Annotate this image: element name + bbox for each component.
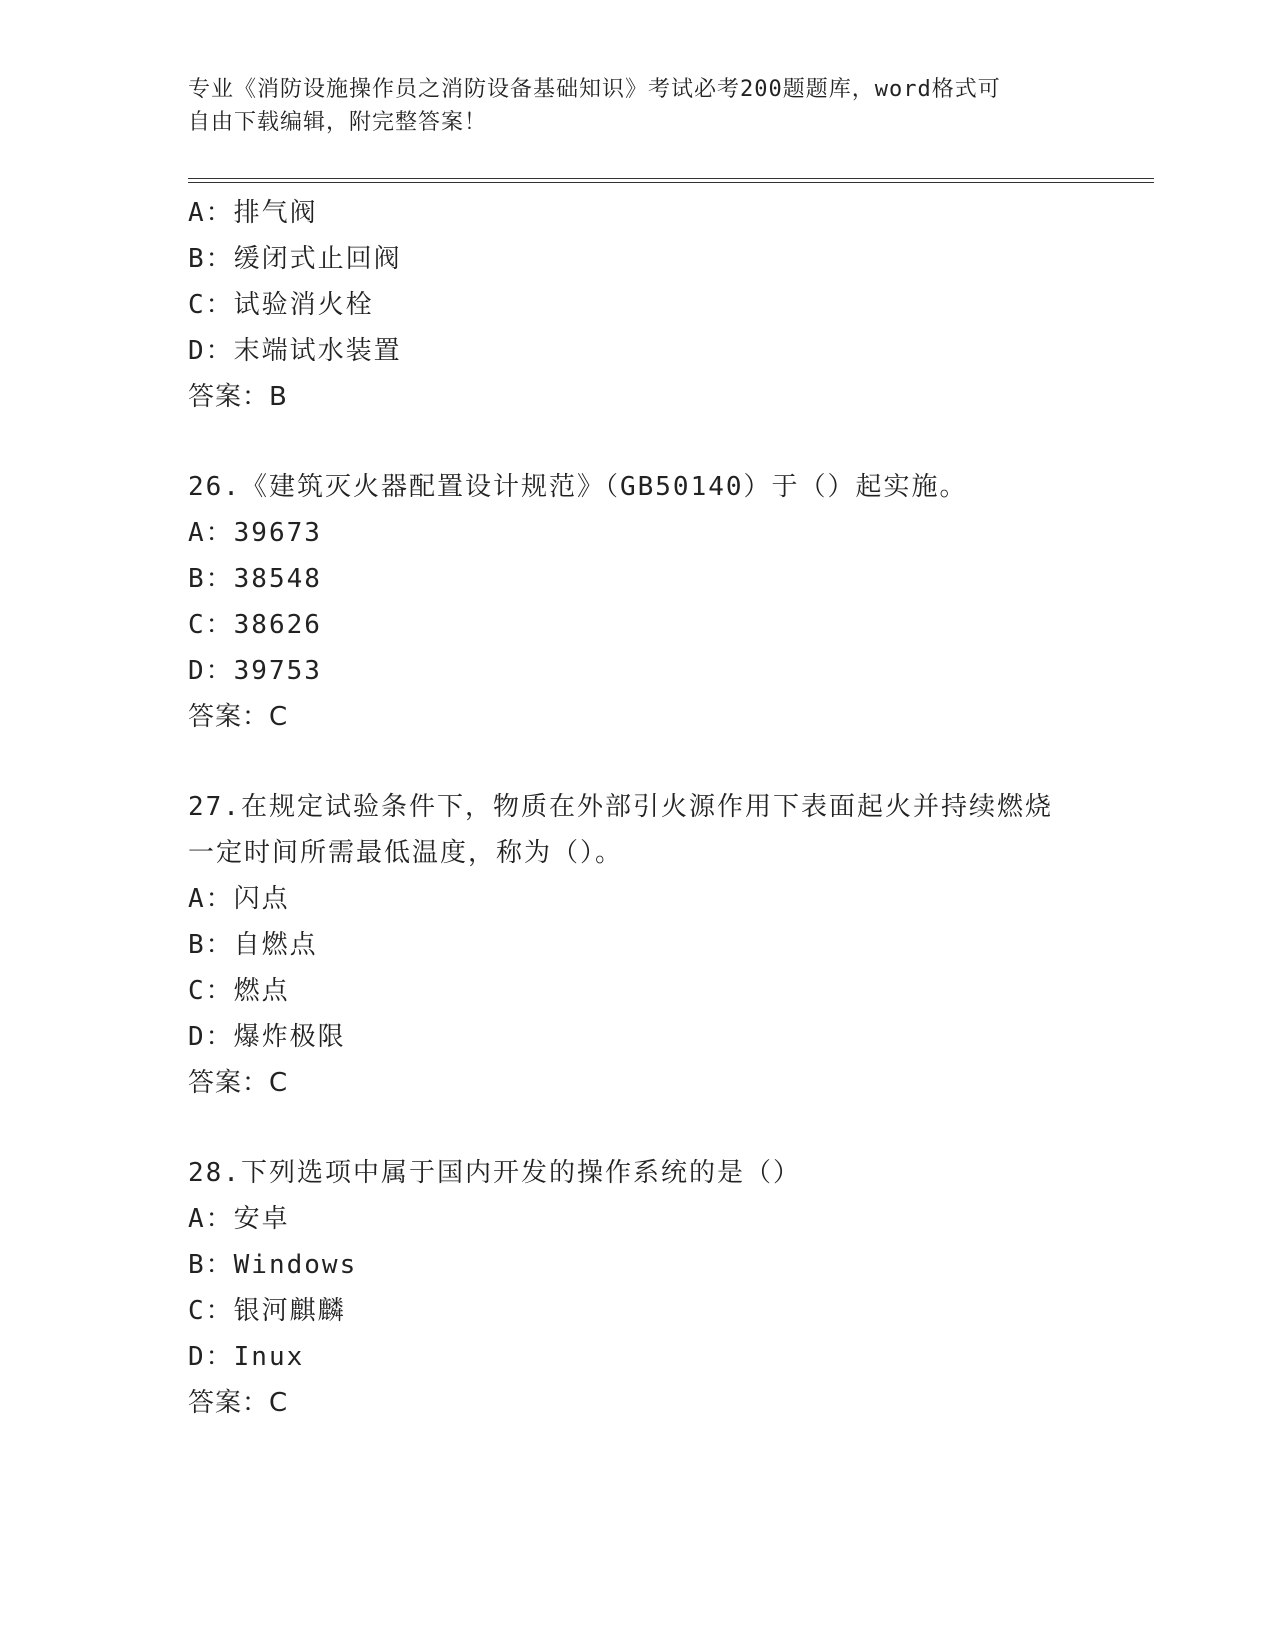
question-stem-line-1: 27.在规定试验条件下，物质在外部引火源作用下表面起火并持续燃烧 xyxy=(188,792,1053,822)
spacer xyxy=(188,420,1088,464)
question-stem-line-2: 一定时间所需最低温度，称为（）。 xyxy=(188,838,624,868)
option-a: A：闪点 xyxy=(188,884,290,914)
option-a: A：39673 xyxy=(188,518,322,548)
option-b: B：缓闭式止回阀 xyxy=(188,244,402,274)
option-d: D：Inux xyxy=(188,1342,305,1372)
option-c: C：银河麒麟 xyxy=(188,1296,346,1326)
spacer xyxy=(188,740,1088,784)
option-c: C：试验消火栓 xyxy=(188,290,374,320)
question-stem: 26.《建筑灭火器配置设计规范》（GB50140）于（）起实施。 xyxy=(188,472,968,502)
question-25 xyxy=(188,190,1088,420)
question-27 xyxy=(188,784,1088,1106)
answer: 答案：C xyxy=(188,702,289,732)
spacer xyxy=(188,1106,1088,1150)
header-title-line-1: 专业《消防设施操作员之消防设备基础知识》考试必考200题题库，word格式可 xyxy=(188,77,1001,102)
answer: 答案：C xyxy=(188,1068,289,1098)
question-26 xyxy=(188,464,1088,740)
answer: 答案：C xyxy=(188,1388,289,1418)
header-divider xyxy=(188,178,1154,183)
option-a: A：排气阀 xyxy=(188,198,318,228)
document-header xyxy=(188,73,1088,139)
option-b: B：Windows xyxy=(188,1250,358,1280)
option-c: C：38626 xyxy=(188,610,322,640)
option-d: D：39753 xyxy=(188,656,322,686)
option-d: D：末端试水装置 xyxy=(188,336,402,366)
option-b: B：38548 xyxy=(188,564,322,594)
question-stem: 28.下列选项中属于国内开发的操作系统的是（） xyxy=(188,1158,801,1188)
question-28 xyxy=(188,1150,1088,1426)
answer: 答案：B xyxy=(188,382,288,412)
option-a: A：安卓 xyxy=(188,1204,290,1234)
header-title-line-2: 自由下载编辑，附完整答案！ xyxy=(188,110,488,135)
option-d: D：爆炸极限 xyxy=(188,1022,346,1052)
option-c: C：燃点 xyxy=(188,976,290,1006)
option-b: B：自燃点 xyxy=(188,930,318,960)
question-list xyxy=(188,190,1088,1426)
